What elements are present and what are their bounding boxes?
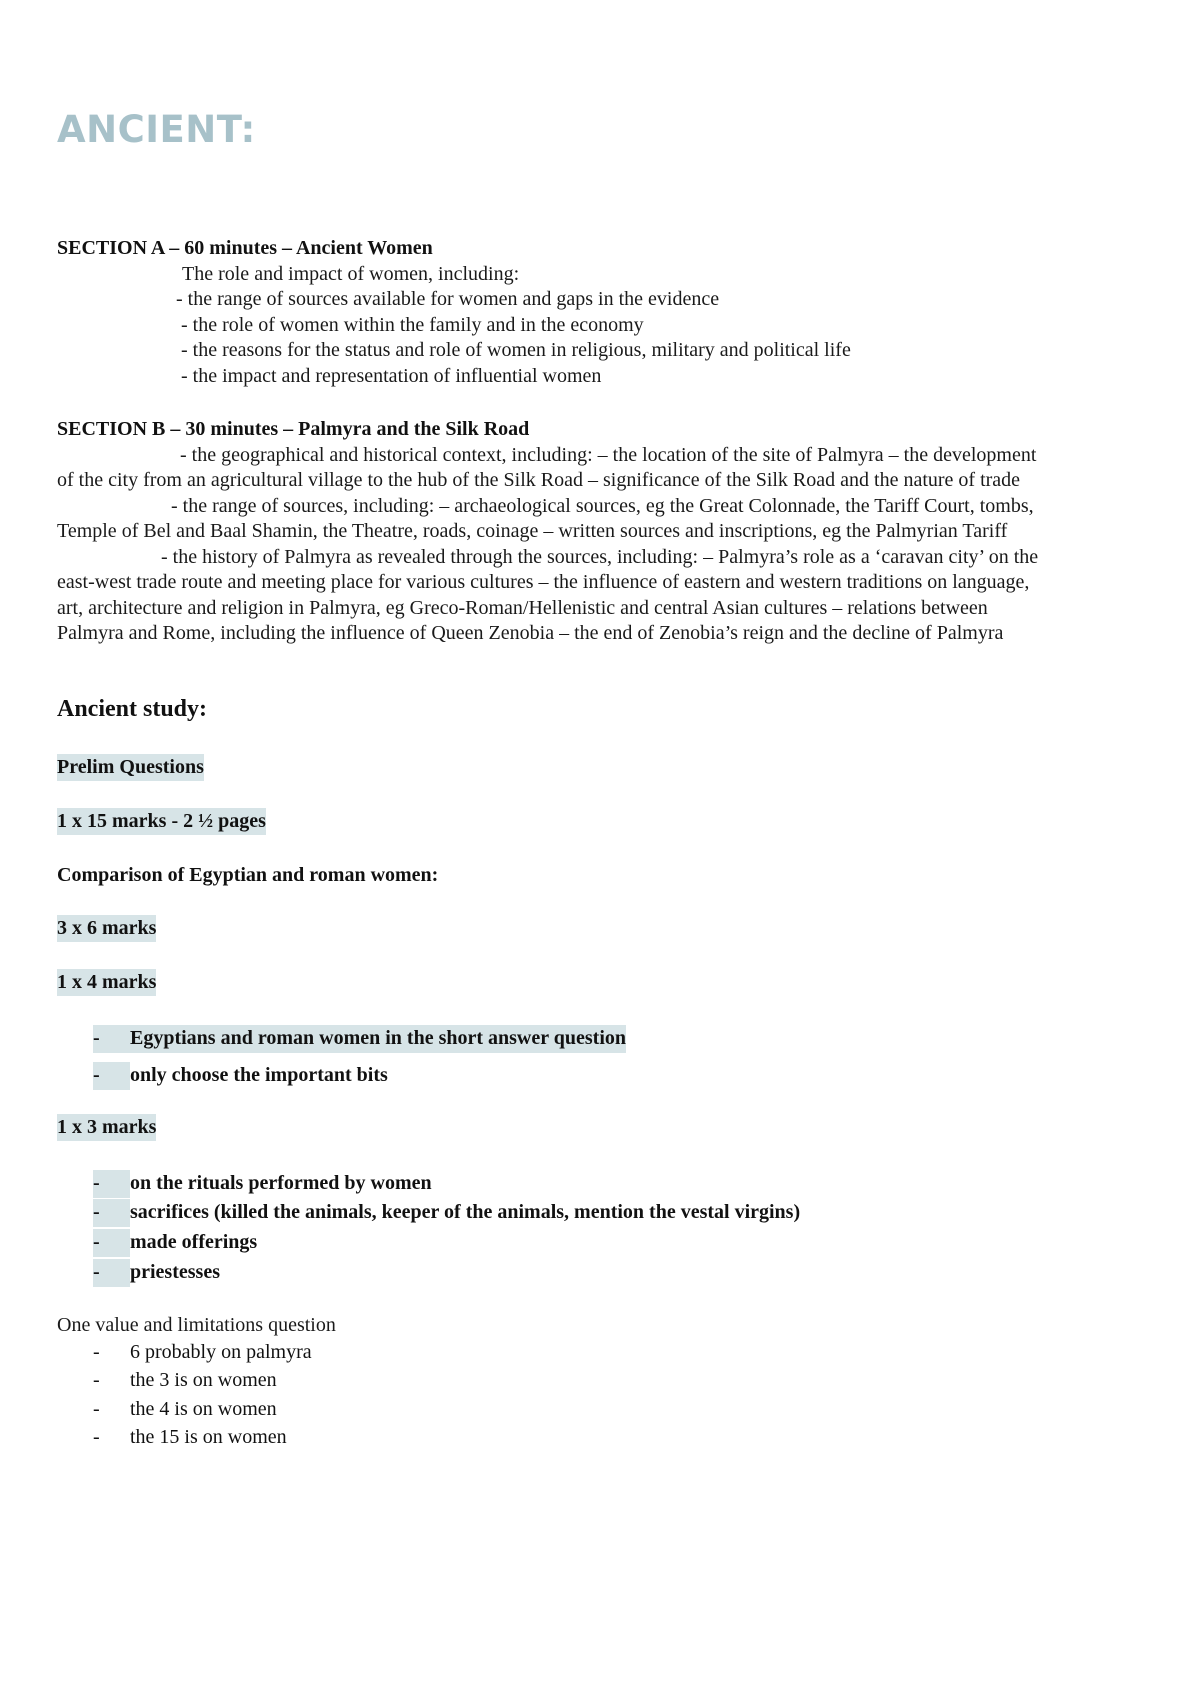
list-item-text: priestesses (130, 1261, 220, 1283)
bullet-dash: - (93, 1025, 130, 1053)
list-item (93, 1341, 312, 1364)
value-limitations-heading: One value and limitations question (57, 1314, 336, 1336)
question-3-marks (57, 1116, 156, 1139)
section-b-line: - the range of sources, including: – archaeological sources, eg the Great Colonnade, the Tariff Court, tombs, (171, 494, 1034, 517)
bullet-dash: - (93, 1259, 130, 1287)
bullet-dash: - (93, 1341, 100, 1363)
section-b-line: art, architecture and religion in Palmyra, eg Greco-Roman/Hellenistic and central Asian cultures – relations between (57, 596, 988, 619)
bullet-dash: - (93, 1170, 130, 1198)
list-item-text: sacrifices (killed the animals, keeper of the animals, mention the vestal virgins) (130, 1201, 801, 1223)
question-15-marks (57, 810, 266, 833)
comparison-heading: Comparison of Egyptian and roman women: (57, 864, 439, 886)
list-item-text: 6 probably on palmyra (130, 1341, 312, 1363)
question-4-marks (57, 971, 156, 994)
study-heading: Ancient study: (57, 696, 208, 722)
bullet-dash: - (93, 1426, 100, 1448)
section-a-heading: SECTION A – 60 minutes – Ancient Women (57, 237, 433, 259)
q15-label: 1 x 15 marks - 2 ½ pages (57, 808, 266, 835)
section-a-point: - the range of sources available for women and gaps in the evidence (176, 288, 720, 310)
q3-label: 1 x 3 marks (57, 1114, 156, 1141)
section-b (57, 417, 1145, 647)
list-item-text: only choose the important bits (130, 1064, 388, 1086)
page-title: ANCIENT: (57, 108, 256, 151)
section-b-line: - the geographical and historical context, including: – the location of the site of Palmyra – the development (180, 443, 1037, 466)
section-a-point: - the role of women within the family and in the economy (181, 313, 644, 336)
list-item-text: the 3 is on women (130, 1369, 277, 1391)
question-6-marks (57, 917, 156, 940)
list-item (93, 1170, 432, 1198)
list-item (93, 1426, 287, 1449)
bullet-dash: - (93, 1398, 100, 1420)
section-a-point: - the impact and representation of influential women (181, 364, 602, 387)
section-b-line: Palmyra and Rome, including the influence of Queen Zenobia – the end of Zenobia’s reign and the decline of Palmyra (57, 622, 1004, 644)
prelim-label: Prelim Questions (57, 754, 204, 781)
list-item-text: made offerings (130, 1231, 258, 1253)
list-item-text: the 4 is on women (130, 1398, 277, 1420)
section-b-heading: SECTION B – 30 minutes – Palmyra and the Silk Road (57, 418, 530, 440)
bullet-dash: - (93, 1369, 100, 1391)
list-item (93, 1259, 220, 1287)
list-item (93, 1199, 800, 1227)
section-b-line: east-west trade route and meeting place for various cultures – the influence of eastern and western traditions on language, (57, 571, 1030, 593)
list-item (93, 1229, 257, 1257)
list-item-text: the 15 is on women (130, 1426, 287, 1448)
section-a-intro: The role and impact of women, including: (182, 262, 520, 285)
list-item-text: on the rituals performed by women (130, 1172, 432, 1194)
section-b-line: of the city from an agricultural village to the hub of the Silk Road – significance of the Silk Road and the nature of trade (57, 469, 1021, 491)
bullet-dash: - (93, 1062, 130, 1090)
list-item (93, 1398, 277, 1421)
list-item (93, 1025, 626, 1053)
q6-label: 3 x 6 marks (57, 915, 156, 942)
bullet-dash: - (93, 1229, 130, 1257)
bullet-dash: - (93, 1199, 130, 1227)
section-b-line: - the history of Palmyra as revealed through the sources, including: – Palmyra’s role as a ‘caravan city’ on the (161, 545, 1039, 568)
section-a-point: - the reasons for the status and role of women in religious, military and political life (181, 339, 851, 361)
list-item-text: Egyptians and roman women in the short answer question (130, 1025, 626, 1053)
section-a (57, 236, 1145, 389)
section-b-line: Temple of Bel and Baal Shamin, the Theatre, roads, coinage – written sources and inscriptions, eg the Palmyrian Tariff (57, 520, 1008, 542)
q4-label: 1 x 4 marks (57, 969, 156, 996)
list-item (93, 1369, 277, 1392)
prelim-heading (57, 756, 204, 779)
list-item (93, 1062, 388, 1090)
